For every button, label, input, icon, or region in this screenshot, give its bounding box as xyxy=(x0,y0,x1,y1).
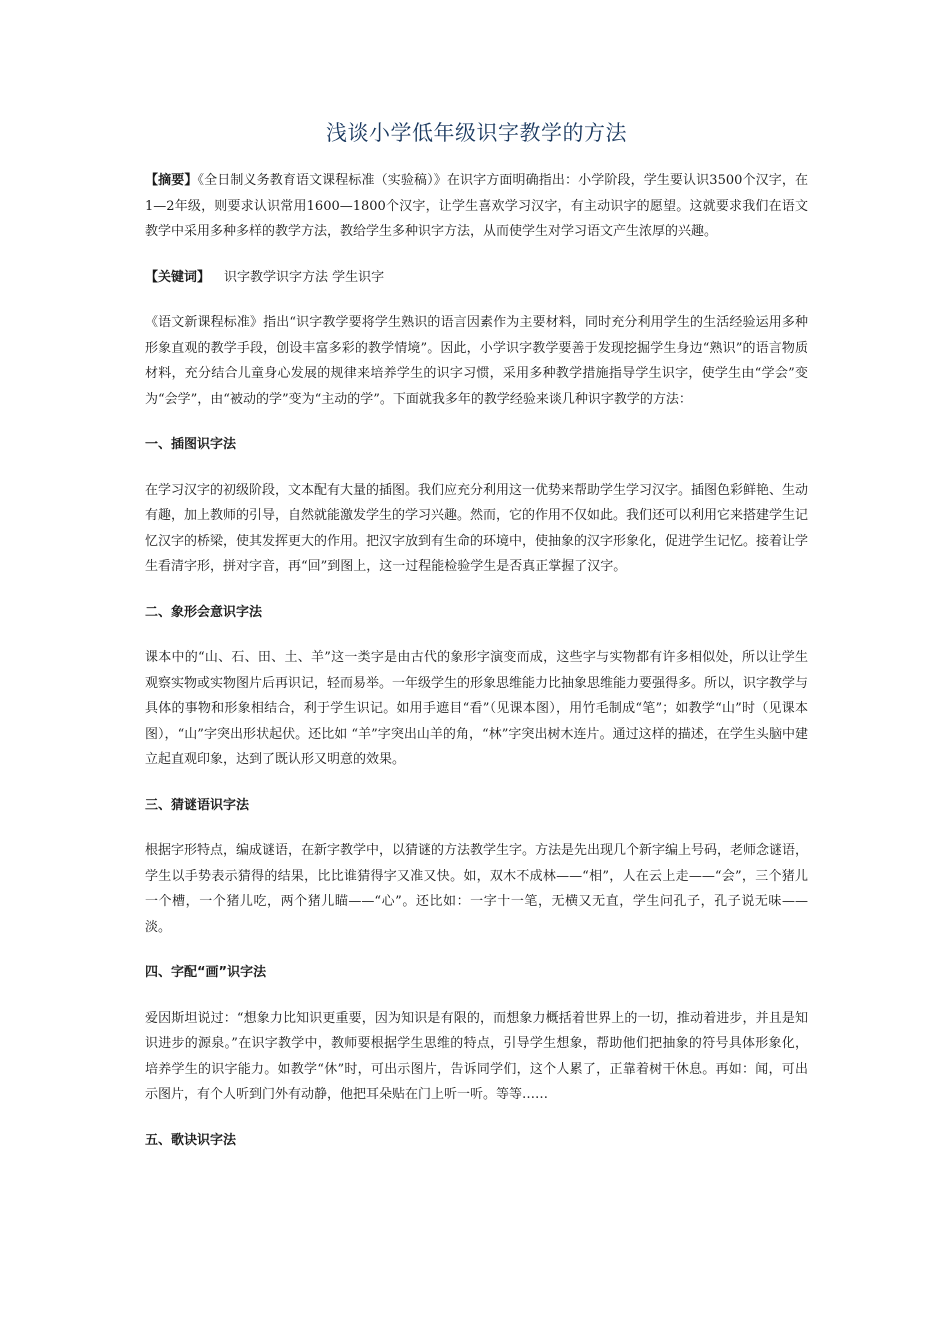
spacer xyxy=(145,412,808,432)
section-body-2: 课本中的“山、石、田、土、羊”这一类字是由古代的象形字演变而成，这些字与实物都有许多相似处，所以让学生观察实物或实物图片后再识记，轻而易举。一年级学生的形象思维能力比抽象思维能力要强得多。所以，识字教学与具体的事物和形象相结合，利于学生识记。如用手遮目“看”（见课本图），用竹毛制成“笔”；如教学“山”时（见课本图），“山”字突出形状起伏。还比如 “羊”字突出山羊的角，“林”字突出树木连片。通过这样的描述，在学生头脑中建立起直观印象，达到了既认形又明意的效果。 xyxy=(145,650,809,767)
intro-paragraph: 《语文新课程标准》指出“识字教学要将学生熟识的语言因素作为主要材料，同时充分利用学生的生活经验运用多种形象直观的教学手段，创设丰富多彩的教学情境”。因此，小学识字教学要善于发现挖掘学生身边“熟识”的语言物质材料，充分结合儿童身心发展的规律来培养学生的识字习惯，采用多种教学措施指导学生识字，使学生由“学会”变为“会学”，由“被动的学”变为“主动的学”。下面就我多年的教学经验来谈几种识字教学的方法： xyxy=(145,315,808,407)
section-body-1: 在学习汉字的初级阶段，文本配有大量的插图。我们应充分利用这一优势来帮助学生学习汉字。插图色彩鲜艳、生动有趣，加上教师的引导，自然就能激发学生的学习兴趣。然而，它的作用不仅如此。我们还可以利用它来搭建学生记忆汉字的桥梁，使其发挥更大的作用。把汉字放到有生命的环境中，使抽象的汉字形象化，促进学生记忆。接着让学生看清字形，拼对字音，再“回”到图上，这一过程能检验学生是否真正掌握了汉字。 xyxy=(145,482,809,574)
keywords-paragraph xyxy=(145,265,808,291)
abstract-text: 《全日制义务教育语文课程标准（实验稿）》在识字方面明确指出：小学阶段，学生要认识3500个汉字，在1—2年级，则要求认识常用1600—1800个汉字，让学生喜欢学习汉字，有主动识字的愿望。这就要求我们在语文教学中采用多种多样的教学方法，教给学生多种识字方法，从而使学生对学习语文产生浓厚的兴趣。 xyxy=(145,173,808,239)
spacer xyxy=(145,245,808,265)
section-heading-5: 五、歌诀识字法 xyxy=(145,1132,237,1148)
abstract-paragraph xyxy=(145,168,808,245)
section-heading-2: 二、象形会意识字法 xyxy=(145,604,263,620)
spacer xyxy=(145,290,808,310)
section-body-4: 爱因斯坦说过：“想象力比知识更重要，因为知识是有限的，而想象力概括着世界上的一切，推动着进步，并且是知识进步的源泉。”在识字教学中，教师要根据学生思维的特点，引导学生想象，帮助他们把抽象的符号具体形象化，培养学生的识字能力。如教学“休”时，可出示图片，告诉同学们，这个人累了，正靠着树干休息。再如：闻，可出示图片，有个人听到门外有动静，他把耳朵贴在门上听一听。等等…… xyxy=(145,1010,808,1102)
keywords-text: 识字教学识字方法 学生识字 xyxy=(224,269,385,285)
document-page xyxy=(145,118,808,1153)
page-title: 浅谈小学低年级识字教学的方法 xyxy=(326,121,627,145)
spacer xyxy=(145,1108,808,1128)
spacer xyxy=(145,940,808,960)
section-heading-3: 三、猜谜语识字法 xyxy=(145,797,250,813)
spacer xyxy=(145,458,808,478)
spacer xyxy=(145,580,808,600)
spacer xyxy=(145,818,808,838)
spacer xyxy=(145,986,808,1006)
keywords-label: 【关键词】 xyxy=(145,269,211,285)
spacer xyxy=(145,773,808,793)
abstract-label: 【摘要】 xyxy=(145,173,198,188)
section-body-3: 根据字形特点，编成谜语，在新字教学中，以猜谜的方法教学生字。方法是先出现几个新字编上号码，老师念谜语，学生以手势表示猜得的结果，比比谁猜得字又准又快。如，双木不成林——“相”，人在云上走——“会”，三个猪儿一个槽，一个猪儿吃，两个猪儿瞄——“心”。还比如：一字十一笔，无横又无直，学生问孔子，孔子说无味——淡。 xyxy=(145,843,809,935)
section-heading-1: 一、插图识字法 xyxy=(145,437,237,452)
section-heading-4: 四、字配“画”识字法 xyxy=(145,965,267,980)
spacer xyxy=(145,625,808,645)
